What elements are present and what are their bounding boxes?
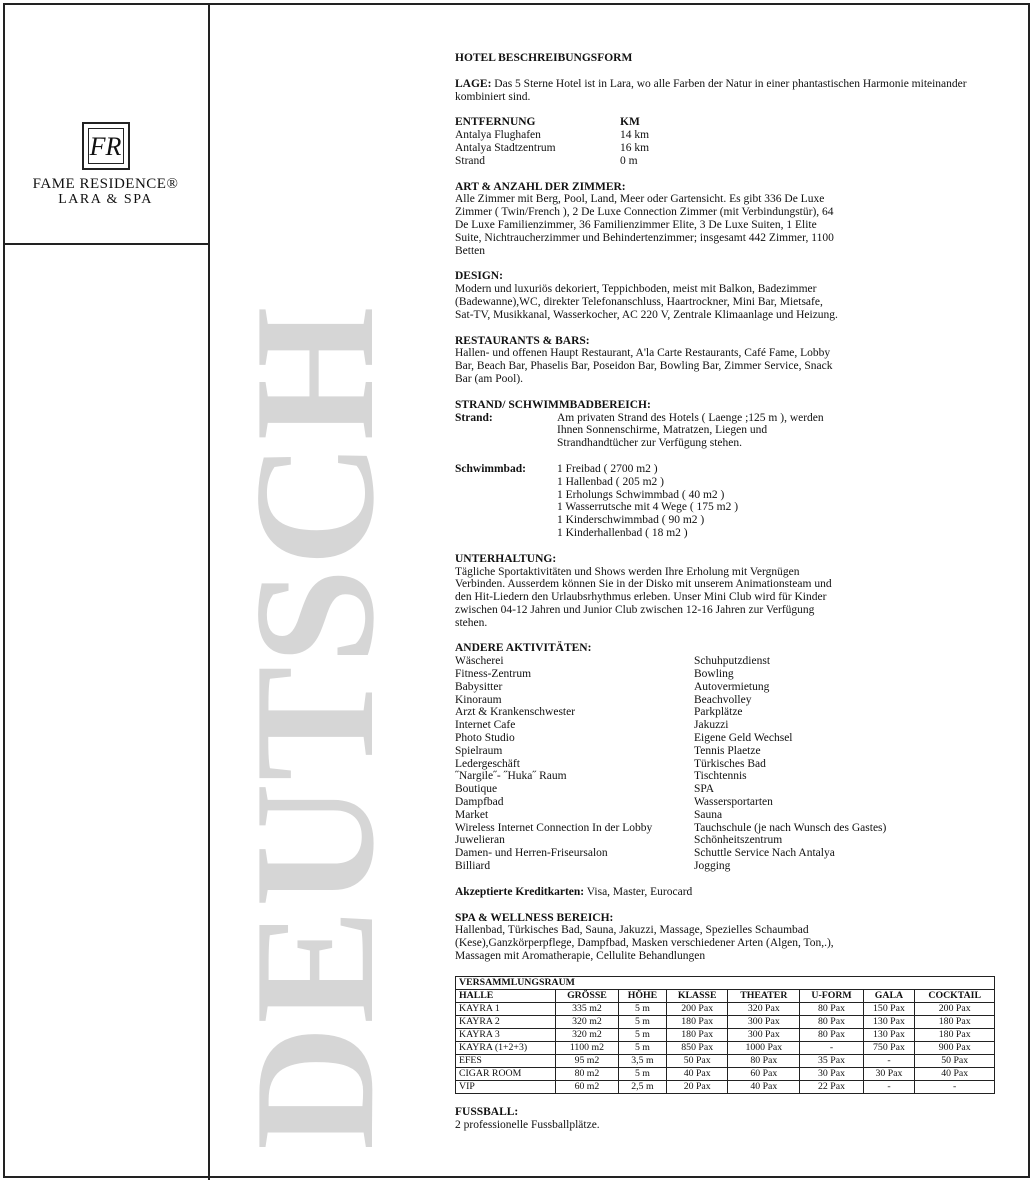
table-cell: 200 Pax bbox=[667, 1002, 728, 1015]
form-title: HOTEL BESCHREIBUNGSFORM bbox=[455, 52, 633, 64]
table-cell: - bbox=[863, 1054, 915, 1067]
section-entfernung bbox=[455, 116, 1015, 167]
section-design bbox=[455, 270, 1015, 321]
list-item: Damen- und Herren-Friseursalon bbox=[455, 847, 608, 860]
zimmer-text: Alle Zimmer mit Berg, Pool, Land, Meer oder Gartensicht. Es gibt 336 De Luxe Zimmer ( Twin/French ), 2 De Luxe Connection Zimmer (mit Verbindungstür), 64 De Luxe Familienzimmer, 36 Familienzimmer Elite, 3 De Luxe Suiten, 1 Elite Suite, Nichtraucherzimmer und Behindertenzimmer; insgesamt 442 Zimmer, 1100 Betten bbox=[455, 193, 834, 257]
list-item: Schuttle Service Nach Antalya bbox=[694, 847, 835, 860]
language-watermark: DEUTSCH bbox=[220, 304, 410, 1150]
section-fussball bbox=[455, 1106, 1015, 1132]
table-cell: 900 Pax bbox=[915, 1041, 995, 1054]
list-item: Tauchschule (je nach Wunsch des Gastes) bbox=[694, 821, 887, 834]
table-cell: 80 Pax bbox=[800, 1015, 863, 1028]
distance-place: Strand bbox=[455, 154, 486, 167]
distance-place: Antalya Flughafen bbox=[455, 129, 541, 142]
table-cell: 5 m bbox=[618, 1041, 667, 1054]
table-cell: 60 m2 bbox=[556, 1080, 618, 1093]
column-header: COCKTAIL bbox=[915, 989, 995, 1002]
table-cell: 60 Pax bbox=[728, 1067, 800, 1080]
table-row bbox=[456, 1002, 995, 1015]
table-cell: 150 Pax bbox=[863, 1002, 915, 1015]
spa-text: Hallenbad, Türkisches Bad, Sauna, Jakuzzi, Massage, Spezielles Schaumbad (Kese),Ganzkörperpflege, Dampfbad, Masken verschiedener Arten (Algen, Ton,.), Massagen mit Aromatherapie, Cellulite Behandlungen bbox=[455, 924, 834, 963]
list-item: Türkisches Bad bbox=[694, 757, 766, 770]
list-item: Bowling bbox=[694, 668, 734, 681]
table-cell: 335 m2 bbox=[556, 1002, 618, 1015]
section-restaurants bbox=[455, 335, 1015, 386]
table-cell: KAYRA 3 bbox=[456, 1028, 556, 1041]
table-cell: - bbox=[800, 1041, 863, 1054]
table-cell: 850 Pax bbox=[667, 1041, 728, 1054]
distance-value: 16 km bbox=[620, 141, 650, 154]
list-item: 1 Wasserrutsche mit 4 Wege ( 175 m2 ) bbox=[557, 501, 739, 514]
entfernung-unit: KM bbox=[620, 116, 640, 129]
table-cell: 50 Pax bbox=[667, 1054, 728, 1067]
list-item: Wireless Internet Connection In der Lobby bbox=[455, 821, 653, 834]
section-kreditkarten bbox=[455, 886, 1015, 899]
table-cell: KAYRA 2 bbox=[456, 1015, 556, 1028]
pool-label: Schwimmbad: bbox=[455, 462, 526, 475]
table-cell: 40 Pax bbox=[667, 1067, 728, 1080]
table-cell: 3,5 m bbox=[618, 1054, 667, 1067]
kreditkarten-text: Visa, Master, Eurocard bbox=[586, 885, 693, 898]
entfernung-header: ENTFERNUNG bbox=[455, 116, 536, 129]
list-item: Sauna bbox=[694, 808, 723, 821]
design-title: DESIGN: bbox=[455, 270, 503, 283]
logo-divider bbox=[3, 243, 210, 245]
sidebar-divider bbox=[208, 3, 210, 1180]
table-cell: 1100 m2 bbox=[556, 1041, 618, 1054]
table-cell: 40 Pax bbox=[728, 1080, 800, 1093]
column-header: KLASSE bbox=[667, 989, 728, 1002]
list-item: Eigene Geld Wechsel bbox=[694, 732, 793, 745]
column-header: HALLE bbox=[456, 989, 556, 1002]
table-cell: 30 Pax bbox=[800, 1067, 863, 1080]
table-cell: 750 Pax bbox=[863, 1041, 915, 1054]
table-row bbox=[456, 1028, 995, 1041]
list-item: Fitness-Zentrum bbox=[455, 668, 532, 681]
strand-label: Strand: bbox=[455, 411, 493, 424]
list-item: Beachvolley bbox=[694, 693, 752, 706]
table-cell: 180 Pax bbox=[667, 1015, 728, 1028]
column-header: U-FORM bbox=[800, 989, 863, 1002]
section-aktivitaeten bbox=[455, 642, 1015, 872]
list-item: Tischtennis bbox=[694, 770, 747, 783]
table-cell: 320 Pax bbox=[728, 1002, 800, 1015]
section-unterhaltung bbox=[455, 553, 1015, 630]
section-spa bbox=[455, 912, 1015, 963]
table-cell: CIGAR ROOM bbox=[456, 1067, 556, 1080]
aktivitaeten-title: ANDERE AKTIVITÄTEN: bbox=[455, 642, 592, 655]
list-item: Arzt & Krankenschwester bbox=[455, 706, 576, 719]
list-item: 1 Kinderschwimmbad ( 90 m2 ) bbox=[557, 514, 705, 527]
table-cell: KAYRA (1+2+3) bbox=[456, 1041, 556, 1054]
fussball-text: 2 professionelle Fussballplätze. bbox=[455, 1118, 600, 1131]
distance-place: Antalya Stadtzentrum bbox=[455, 141, 556, 154]
distance-value: 14 km bbox=[620, 129, 650, 142]
table-cell: 95 m2 bbox=[556, 1054, 618, 1067]
table-cell: 50 Pax bbox=[915, 1054, 995, 1067]
table-cell: - bbox=[915, 1080, 995, 1093]
column-header: GRÖSSE bbox=[556, 989, 618, 1002]
list-item: Tennis Plaetze bbox=[694, 744, 761, 757]
list-item: Dampfbad bbox=[455, 796, 504, 809]
table-cell: 80 Pax bbox=[728, 1054, 800, 1067]
table-cell: 35 Pax bbox=[800, 1054, 863, 1067]
kreditkarten-label: Akzeptierte Kreditkarten: bbox=[455, 885, 585, 898]
list-item: Jogging bbox=[694, 860, 731, 873]
strand-text: Am privaten Strand des Hotels ( Laenge ;125 m ), werden Ihnen Sonnenschirme, Matratzen, Liegen und Strandhandtücher zur Verfügung stehen. bbox=[557, 411, 824, 450]
list-item: Babysitter bbox=[455, 680, 503, 693]
list-item: Ledergeschäft bbox=[455, 757, 520, 770]
table-cell: 80 Pax bbox=[800, 1002, 863, 1015]
table-cell: VIP bbox=[456, 1080, 556, 1093]
list-item: 1 Kinderhallenbad ( 18 m2 ) bbox=[557, 526, 688, 539]
table-row bbox=[456, 1041, 995, 1054]
table-row bbox=[456, 1067, 995, 1080]
table-row bbox=[456, 1080, 995, 1093]
table-cell: 200 Pax bbox=[915, 1002, 995, 1015]
aktivitaeten-left-list bbox=[455, 655, 694, 873]
unterhaltung-title: UNTERHALTUNG: bbox=[455, 552, 557, 565]
table-cell: 5 m bbox=[618, 1015, 667, 1028]
table-header-row bbox=[456, 989, 995, 1002]
document-body bbox=[455, 52, 1015, 1144]
table-cell: 5 m bbox=[618, 1002, 667, 1015]
column-header: HÖHE bbox=[618, 989, 667, 1002]
list-item: Schönheitszentrum bbox=[694, 834, 783, 847]
table-cell: 40 Pax bbox=[915, 1067, 995, 1080]
distance-value: 0 m bbox=[620, 154, 638, 167]
table-cell: 180 Pax bbox=[915, 1028, 995, 1041]
table-cell: 320 m2 bbox=[556, 1028, 618, 1041]
list-item: Kinoraum bbox=[455, 693, 502, 706]
list-item: 1 Freibad ( 2700 m2 ) bbox=[557, 462, 658, 475]
lage-text: Das 5 Sterne Hotel ist in Lara, wo alle Farben der Natur in einer phantastischen Harmonie miteinander kombiniert sind. bbox=[455, 77, 967, 103]
strand-title: STRAND/ SCHWIMMBADBEREICH: bbox=[455, 398, 651, 411]
table-cell: 180 Pax bbox=[915, 1015, 995, 1028]
restaurants-text: Hallen- und offenen Haupt Restaurant, A'la Carte Restaurants, Café Fame, Lobby Bar, Beach Bar, Phaselis Bar, Poseidon Bar, Bowling Bar, Zimmer Service, Snack Bar (am Pool). bbox=[455, 347, 833, 385]
table-cell: 130 Pax bbox=[863, 1028, 915, 1041]
list-item: Schuhputzdienst bbox=[694, 655, 771, 668]
meeting-table-title: VERSAMMLUNGSRAUM bbox=[456, 976, 995, 989]
list-item: Parkplätze bbox=[694, 706, 743, 719]
table-cell: 30 Pax bbox=[863, 1067, 915, 1080]
table-cell: 320 m2 bbox=[556, 1015, 618, 1028]
list-item: Spielraum bbox=[455, 744, 503, 757]
table-cell: 80 Pax bbox=[800, 1028, 863, 1041]
list-item: Autovermietung bbox=[694, 680, 770, 693]
table-row bbox=[456, 1054, 995, 1067]
list-item: 1 Erholungs Schwimmbad ( 40 m2 ) bbox=[557, 488, 725, 501]
list-item: Photo Studio bbox=[455, 732, 515, 745]
brand-name: FAME RESIDENCE® bbox=[32, 176, 179, 192]
zimmer-title: ART & ANZAHL DER ZIMMER: bbox=[455, 180, 626, 193]
table-cell: 180 Pax bbox=[667, 1028, 728, 1041]
list-item: Billiard bbox=[455, 860, 491, 873]
table-cell: EFES bbox=[456, 1054, 556, 1067]
table-cell: 300 Pax bbox=[728, 1015, 800, 1028]
section-lage bbox=[455, 78, 1015, 104]
table-cell: 22 Pax bbox=[800, 1080, 863, 1093]
section-strand bbox=[455, 399, 1015, 540]
column-header: GALA bbox=[863, 989, 915, 1002]
table-cell: 130 Pax bbox=[863, 1015, 915, 1028]
unterhaltung-text: Tägliche Sportaktivitäten und Shows werden Ihre Erholung mit Vergnügen Verbinden. Ausserdem können Sie in der Disko mit unserem Animationsteam und den Hit-Liedern den Urlaubsrhythmus erleben. Unser Mini Club wird für Kinder zwischen 04-12 Jahren und Junior Club zwischen 12-16 Jahren zur Verfügung stehen. bbox=[455, 565, 832, 629]
section-zimmer bbox=[455, 181, 1015, 258]
monogram-icon: FR bbox=[82, 122, 130, 170]
spa-title: SPA & WELLNESS BEREICH: bbox=[455, 911, 614, 924]
aktivitaeten-right-list bbox=[694, 655, 886, 873]
list-item: Market bbox=[455, 808, 489, 821]
list-item: SPA bbox=[694, 783, 715, 796]
table-cell: 5 m bbox=[618, 1067, 667, 1080]
list-item: Juwelieran bbox=[455, 834, 505, 847]
table-cell: 80 m2 bbox=[556, 1067, 618, 1080]
column-header: THEATER bbox=[728, 989, 800, 1002]
table-cell: 2,5 m bbox=[618, 1080, 667, 1093]
list-item: ˝Nargile˝- ˝Huka˝ Raum bbox=[455, 770, 567, 783]
restaurants-title: RESTAURANTS & BARS: bbox=[455, 334, 590, 347]
table-cell: 300 Pax bbox=[728, 1028, 800, 1041]
table-cell: 5 m bbox=[618, 1028, 667, 1041]
pool-list bbox=[557, 463, 738, 540]
table-cell: - bbox=[863, 1080, 915, 1093]
brand-logo bbox=[3, 110, 208, 208]
table-cell: KAYRA 1 bbox=[456, 1002, 556, 1015]
list-item: Boutique bbox=[455, 783, 498, 796]
table-row bbox=[456, 1015, 995, 1028]
fussball-title: FUSSBALL: bbox=[455, 1105, 519, 1118]
brand-subtitle: LARA & SPA bbox=[58, 192, 153, 207]
list-item: Jakuzzi bbox=[694, 719, 729, 732]
list-item: Wassersportarten bbox=[694, 796, 773, 809]
table-cell: 20 Pax bbox=[667, 1080, 728, 1093]
list-item: Internet Cafe bbox=[455, 719, 516, 732]
list-item: Wäscherei bbox=[455, 655, 504, 668]
table-cell: 1000 Pax bbox=[728, 1041, 800, 1054]
list-item: 1 Hallenbad ( 205 m2 ) bbox=[557, 475, 664, 488]
meeting-room-table bbox=[455, 976, 995, 1094]
design-text: Modern und luxuriös dekoriert, Teppichboden, meist mit Balkon, Badezimmer (Badewanne),WC, direkter Telefonanschluss, Haartrockner, Mini Bar, Mietsafe, Sat-TV, Musikkanal, Wasserkocher, AC 220 V, Zentrale Klimaanlage und Heizung. bbox=[455, 283, 838, 321]
lage-label: LAGE: bbox=[455, 77, 492, 90]
